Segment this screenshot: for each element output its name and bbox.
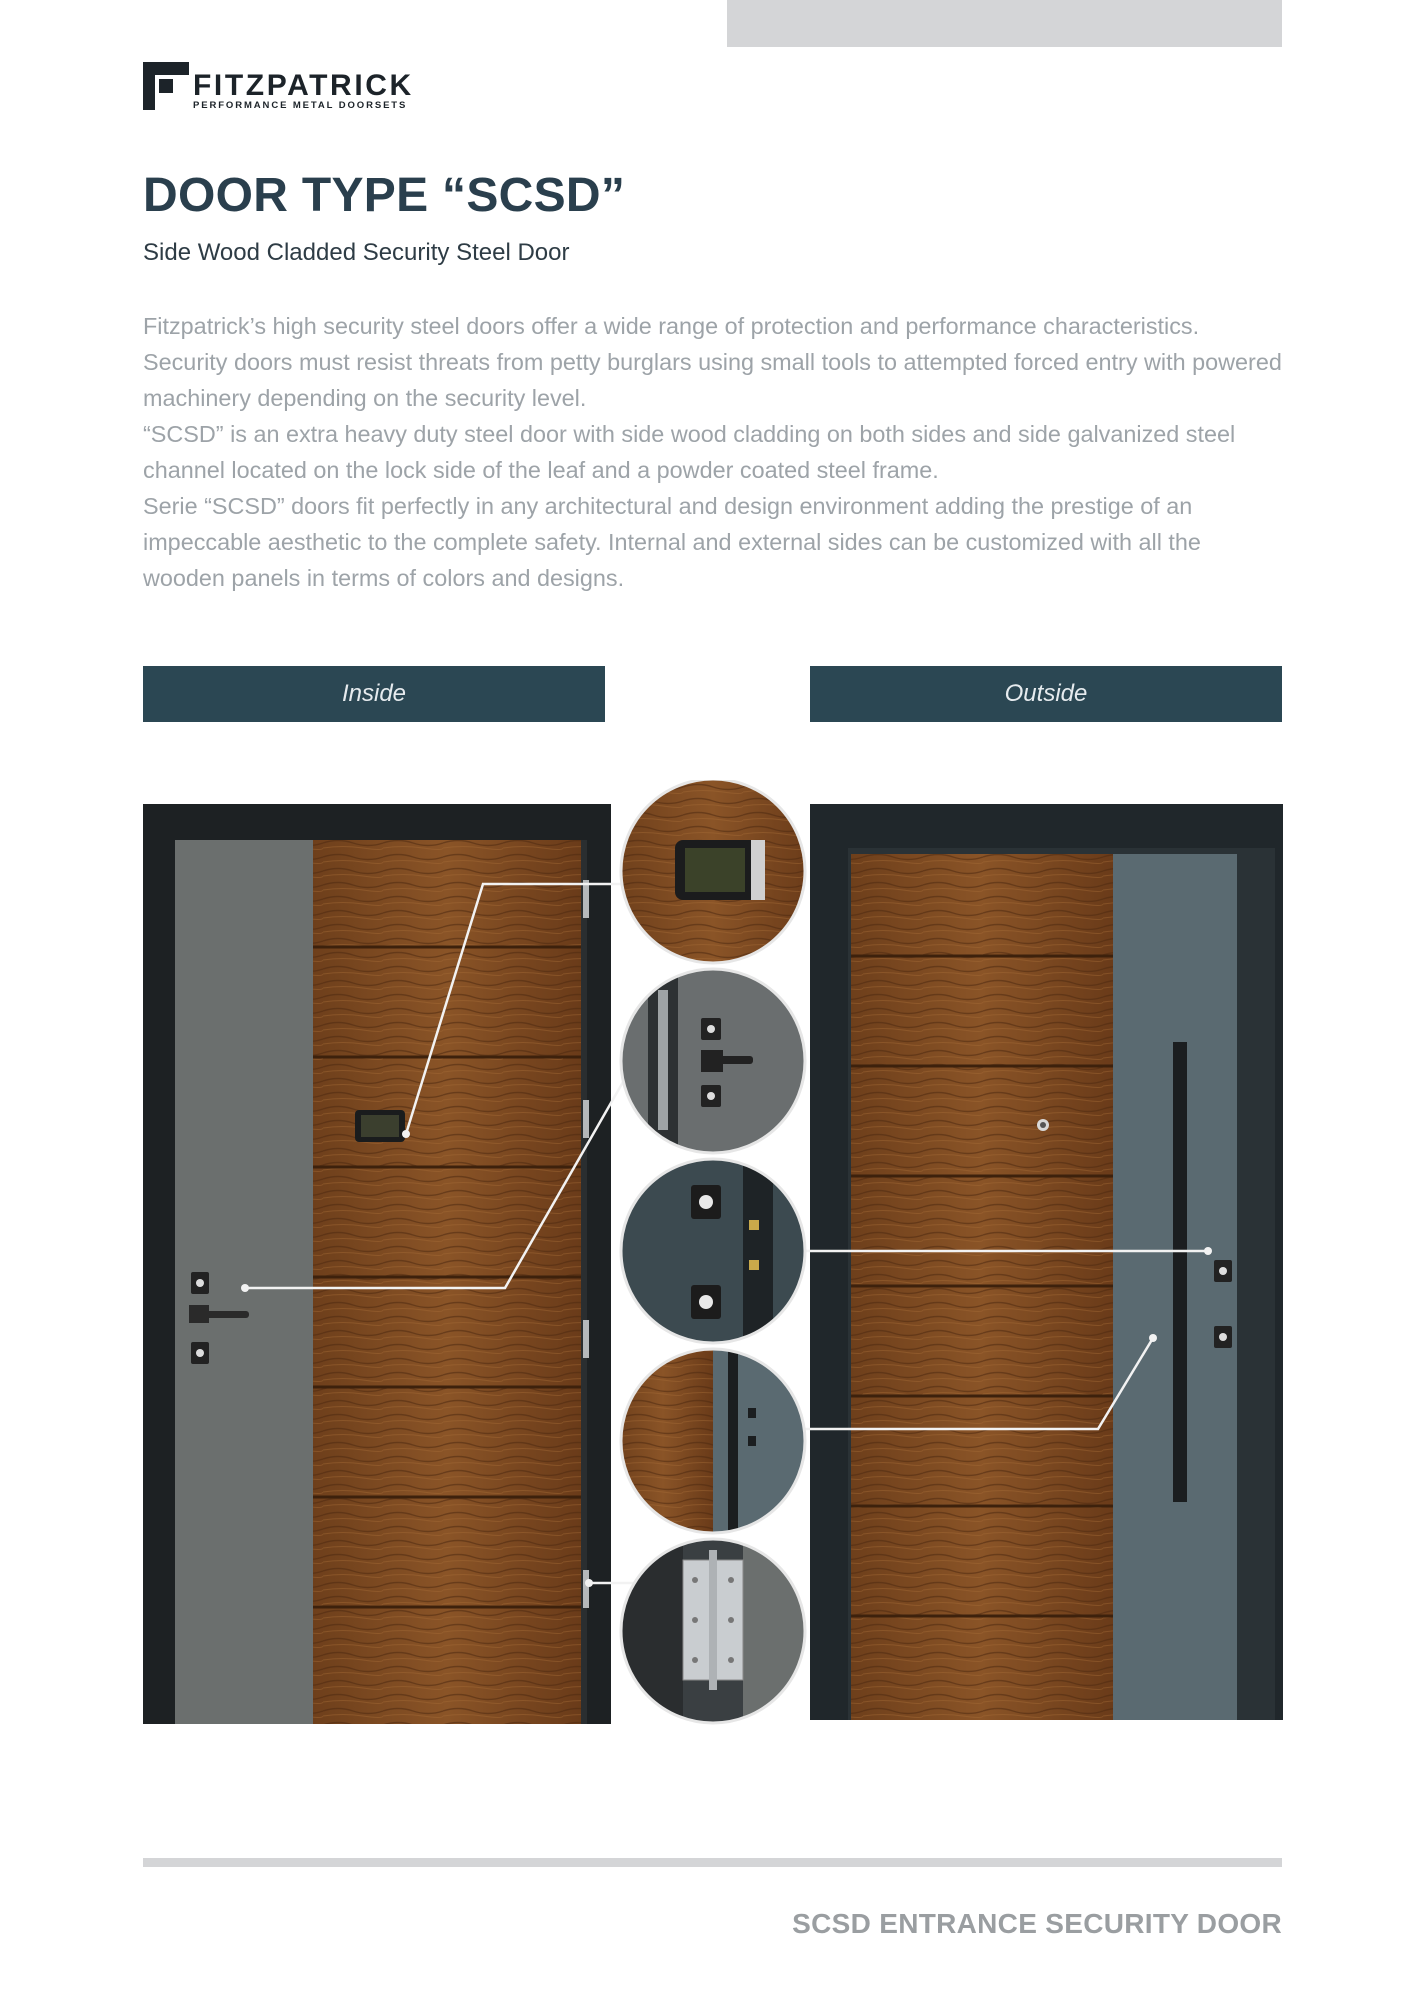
brand-tagline: PERFORMANCE METAL DOORSETS bbox=[193, 100, 408, 111]
description-paragraph: Fitzpatrick’s high security steel doors offer a wide range of protection and performance characteristics. Security doors must resist threats from petty burglars using small tools to attempted forced entry with powered machinery depending on the security level. bbox=[143, 313, 1282, 411]
detail-viewer-icon bbox=[613, 780, 813, 970]
logo-mark-icon bbox=[143, 62, 189, 110]
outside-label: Outside bbox=[810, 666, 1282, 722]
inside-door bbox=[143, 804, 663, 1724]
detail-lock-icon bbox=[613, 1150, 813, 1350]
footer-rule bbox=[143, 1858, 1282, 1867]
page-subtitle: Side Wood Cladded Security Steel Door bbox=[143, 239, 570, 266]
description-paragraph: “SCSD” is an extra heavy duty steel door with side wood cladding on both sides and side galvanized steel channel located on the lock side of the leaf and a powder coated steel frame. bbox=[143, 421, 1236, 483]
door-product-photo bbox=[143, 780, 1283, 1740]
footer-title: SCSD ENTRANCE SECURITY DOOR bbox=[792, 1908, 1282, 1939]
outside-door bbox=[775, 804, 1283, 1720]
brand-logo bbox=[143, 62, 443, 114]
detail-hinge-icon bbox=[613, 1530, 813, 1730]
brand-name: FITZPATRICK bbox=[193, 69, 414, 102]
inside-label: Inside bbox=[143, 666, 605, 722]
header-band bbox=[727, 0, 1282, 47]
detail-pull-handle-icon bbox=[613, 1340, 813, 1540]
description-paragraph: Serie “SCSD” doors fit perfectly in any architectural and design environment adding the prestige of an impeccable aesthetic to the complete safety. Internal and external sides can be customized with all the wooden panels in terms of colors and designs. bbox=[143, 493, 1201, 591]
page-title: DOOR TYPE “SCSD” bbox=[143, 169, 626, 222]
description bbox=[143, 308, 1285, 596]
detail-handle-icon bbox=[613, 960, 813, 1160]
